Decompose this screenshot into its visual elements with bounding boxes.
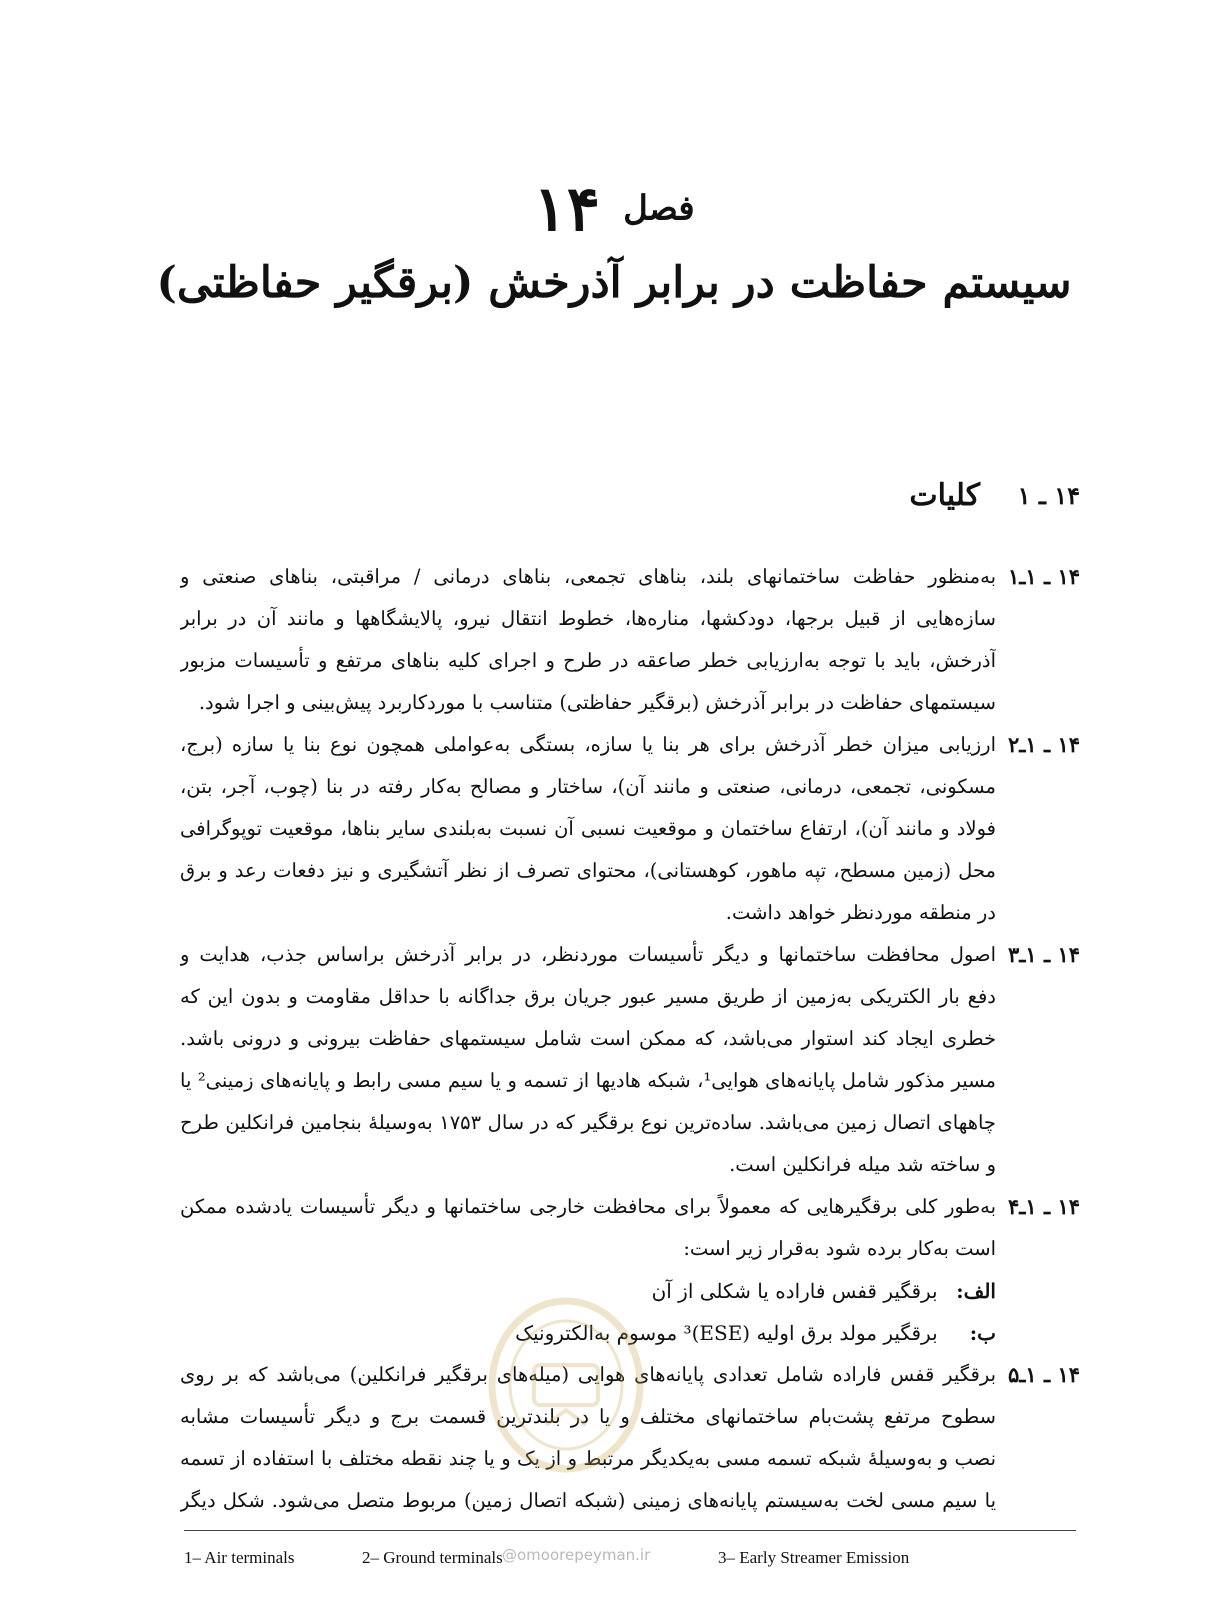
clause-body — [180, 1354, 996, 1522]
section-heading — [180, 478, 1080, 513]
clauses — [180, 556, 1080, 1522]
chapter-title: سیستم حفاظت در برابر آذرخش (برقگیر حفاظتی) — [156, 258, 1072, 308]
footnote-2: 2– Ground terminals — [362, 1548, 503, 1567]
text-line: سطوح مرتفع پشت‌بام ساختمانهای مختلف و یا در بلندترین قسمت برج و دیگر تأسیسات مشابه — [180, 1405, 996, 1428]
chapter-label — [0, 172, 1228, 245]
clause-body — [180, 1186, 996, 1354]
list-item-text: برقگیر قفس فاراده یا شکلی از آن — [651, 1279, 938, 1303]
clause — [180, 934, 1080, 1186]
footnote-1: 1– Air terminals — [184, 1548, 295, 1567]
clause — [180, 556, 1080, 724]
clause-body — [180, 724, 996, 934]
text-line: چاههای اتصال زمین می‌باشد. ساده‌ترین نوع برقگیر که در سال ۱۷۵۳ به‌وسیلهٔ بنجامین فرانکلین طرح — [180, 1111, 996, 1134]
text-line: آذرخش، باید با توجه به‌ارزیابی خطر صاعقه در طرح و اجرای کلیه بناهای مرتفع و تأسیسات مزبور — [180, 649, 996, 672]
clause — [180, 1186, 1080, 1354]
watermark-text: @omoorepeyman.ir — [502, 1546, 651, 1564]
text-line: ارزیابی میزان خطر آذرخش برای هر بنا یا سازه، بستگی به‌عواملی همچون نوع بنا یا سازه (برج، — [180, 733, 996, 756]
list-item — [180, 1270, 996, 1312]
text-line: نصب و به‌وسیلهٔ شبکه تسمه مسی به‌یکدیگر مرتبط و از یک و یا چند نقطه مختلف با استفاده از تسمه — [180, 1447, 996, 1470]
list-item-label: الف: — [956, 1279, 996, 1303]
clause — [180, 724, 1080, 934]
text-line: سیستمهای حفاظت در برابر آذرخش (برقگیر حفاظتی) متناسب با موردکاربرد پیش‌بینی و اجرا شود. — [198, 691, 996, 714]
text-line: اصول محافظت ساختمانها و دیگر تأسیسات موردنظر، در برابر آذرخش براساس جذب، هدایت و — [180, 943, 996, 966]
footnote-divider — [184, 1530, 1076, 1531]
list-item — [180, 1312, 996, 1354]
clause-number: ۱۴ ـ ۱ـ۵ — [1007, 1362, 1080, 1387]
footnote-3: 3– Early Streamer Emission — [718, 1548, 910, 1567]
text-line: سازه‌هایی از قبیل برجها، دودکشها، مناره‌ها، خطوط انتقال نیرو، پالایشگاهها و مانند آن در برابر — [180, 607, 996, 630]
clause-body — [180, 934, 996, 1186]
text-line: دفع بار الکتریکی به‌زمین از طریق مسیر عبور جریان برق جداگانه با حداقل مقاومت و بدون این که — [180, 985, 996, 1008]
text-line: در منطقه موردنظر خواهد داشت. — [725, 901, 996, 924]
clause-number: ۱۴ ـ ۱ـ۳ — [1007, 942, 1080, 967]
chapter-number: ۱۴ — [533, 172, 600, 245]
list-item-text: برقگیر مولد برق اولیه (ESE)³ موسوم به‌الکترونیک — [515, 1321, 938, 1345]
text-line: برقگیر قفس فاراده شامل تعدادی پایانه‌های هوایی (میله‌های برقگیر فرانکلین) می‌باشد که بر روی — [180, 1363, 996, 1386]
clause — [180, 1354, 1080, 1522]
section-number: ۱۴ ـ ۱ — [1017, 481, 1080, 510]
clause-number: ۱۴ ـ ۱ـ۱ — [1007, 564, 1080, 589]
section-title: کلیات — [909, 478, 980, 513]
text-line: به‌منظور حفاظت ساختمانهای بلند، بناهای تجمعی، بناهای درمانی / مراقبتی، بناهای صنعتی و — [180, 565, 996, 588]
clause-body — [180, 556, 996, 724]
text-line: و ساخته شد میله فرانکلین است. — [729, 1153, 996, 1176]
text-line: یا سیم مسی لخت به‌سیستم پایانه‌های زمینی (شبکه اتصال زمین) مربوط متصل می‌شود. شکل دیگر — [180, 1489, 996, 1512]
text-line: به‌طور کلی برقگیرهایی که معمولاً برای محافظت خارجی ساختمانها و دیگر تأسیسات یادشده ممکن — [180, 1195, 996, 1218]
chapter-word: فصل — [623, 188, 695, 229]
text-line: فولاد و مانند آن)، ارتفاع ساختمان و موقعیت نسبی آن نسبت به‌بلندی سایر بناها، موقعیت توپوگرافی — [180, 817, 996, 840]
clause-number: ۱۴ ـ ۱ـ۲ — [1007, 732, 1080, 757]
text-line: مسکونی، تجمعی، درمانی، صنعتی و مانند آن)، ساختار و مصالح به‌کار رفته در بنا (چوب، آجر، بتن، — [180, 775, 996, 798]
clause-number: ۱۴ ـ ۱ـ۴ — [1007, 1194, 1080, 1219]
list-item-label: ب: — [969, 1321, 996, 1345]
text-line: خطری ایجاد کند استوار می‌باشد، که ممکن است شامل سیستمهای حفاظت بیرونی و درونی باشد. — [180, 1027, 996, 1050]
text-line: محل (زمین مسطح، تپه ماهور، کوهستانی)، محتوای تصرف از نظر آتشگیری و نیز دفعات رعد و برق — [180, 859, 996, 882]
text-line: مسیر مذکور شامل پایانه‌های هوایی¹، شبکه هادیها از تسمه و یا سیم مسی رابط و پایانه‌های زمینی² یا — [180, 1069, 996, 1092]
text-line: است به‌کار برده شود به‌قرار زیر است: — [683, 1237, 996, 1260]
